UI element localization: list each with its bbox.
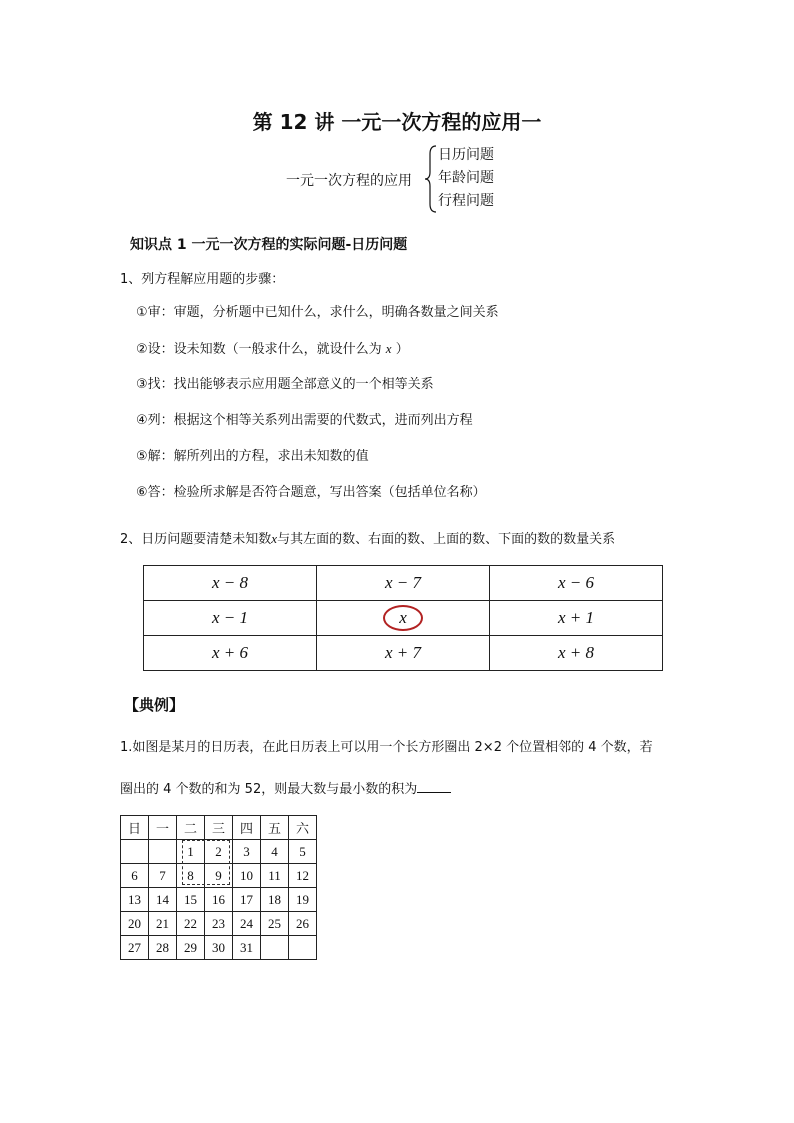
calendar-day: 16 [205,888,233,912]
grid-cell: x + 7 [317,636,490,671]
steps-list [136,304,499,520]
relation-grid [143,565,663,671]
calendar-day: 7 [149,864,177,888]
variable-x: x [385,341,392,356]
calendar-day: 11 [261,864,289,888]
calendar-weekday: 二 [177,816,205,840]
step-item: ④列：根据这个相等关系列出需要的代数式，进而列出方程 [136,413,473,428]
calendar-day: 1 [177,840,205,864]
page-title: 第 12 讲 一元一次方程的应用一 [252,110,542,134]
calendar-day: 24 [233,912,261,936]
grid-cell: x + 8 [490,636,663,671]
step-item: ①审：审题，分析题中已知什么，求什么，明确各数量之间关系 [136,305,499,320]
calendar-day: 21 [149,912,177,936]
calendar-weekday: 四 [233,816,261,840]
calendar-day: 19 [289,888,317,912]
variable-x: x [271,531,278,546]
calendar-weekday: 日 [121,816,149,840]
calendar-day: 3 [233,840,261,864]
step-item: ⑤解：解所列出的方程，求出未知数的值 [136,449,369,464]
calendar-day: 23 [205,912,233,936]
calendar-week-row [121,912,317,936]
step-item: ③找：找出能够表示应用题全部意义的一个相等关系 [136,377,434,392]
brace-item: 日历问题 [438,147,494,163]
calendar-day: 20 [121,912,149,936]
calendar-day: 6 [121,864,149,888]
grid-cell: x − 7 [317,566,490,601]
brace-items [438,144,494,213]
calendar-day: 26 [289,912,317,936]
calendar-day: 14 [149,888,177,912]
calendar-day: 31 [233,936,261,960]
steps-intro: 1、列方程解应用题的步骤： [120,272,285,287]
answer-blank [417,780,451,793]
calendar-day [289,936,317,960]
calendar-day: 28 [149,936,177,960]
grid-cell: x − 1 [144,601,317,636]
grid-cell: x − 8 [144,566,317,601]
step-item: ⑥答：检验所求解是否符合题意，写出答案（包括单位名称） [136,485,486,500]
brace-item: 年龄问题 [438,170,494,186]
calendar-day [121,840,149,864]
calendar-day [149,840,177,864]
section-heading: 知识点 1 一元一次方程的实际问题-日历问题 [130,237,408,253]
calendar-weekday: 三 [205,816,233,840]
brace-item: 行程问题 [438,193,494,209]
calendar-relation-text: 2、日历问题要清楚未知数x与其左面的数、右面的数、上面的数、下面的数的数量关系 [120,531,616,547]
circled-x: x [383,605,423,631]
calendar-day [261,936,289,960]
example-heading: 【典例】 [124,696,185,714]
calendar-day: 5 [289,840,317,864]
calendar-day: 15 [177,888,205,912]
calendar-weekday: 六 [289,816,317,840]
grid-cell-center [317,601,490,636]
grid-cell: x + 6 [144,636,317,671]
calendar-day: 2 [205,840,233,864]
calendar-weekday: 五 [261,816,289,840]
calendar-day: 4 [261,840,289,864]
curly-brace-icon [424,144,438,214]
calendar-day: 29 [177,936,205,960]
calendar-table [120,815,317,960]
question-line-1: 1.如图是某月的日历表，在此日历表上可以用一个长方形圈出 2×2 个位置相邻的 4 个数，若 [120,740,653,755]
calendar-day: 13 [121,888,149,912]
question-line-2: 圈出的 4 个数的和为 52，则最大数与最小数的积为 [120,778,451,797]
calendar-week-row [121,936,317,960]
calendar-day: 27 [121,936,149,960]
step-item: ②设：设未知数（一般求什么，就设什么为 x ） [136,341,409,357]
calendar-day: 22 [177,912,205,936]
selection-rectangle [182,840,230,885]
calendar-day: 10 [233,864,261,888]
calendar-weekday: 一 [149,816,177,840]
calendar-day: 30 [205,936,233,960]
calendar-day: 12 [289,864,317,888]
grid-cell: x + 1 [490,601,663,636]
calendar-day: 25 [261,912,289,936]
calendar-day: 17 [233,888,261,912]
calendar-day: 8 [177,864,205,888]
calendar-day: 9 [205,864,233,888]
grid-cell: x − 6 [490,566,663,601]
calendar-week-row [121,888,317,912]
brace-lead-text: 一元一次方程的应用 [286,173,412,189]
calendar-day: 18 [261,888,289,912]
